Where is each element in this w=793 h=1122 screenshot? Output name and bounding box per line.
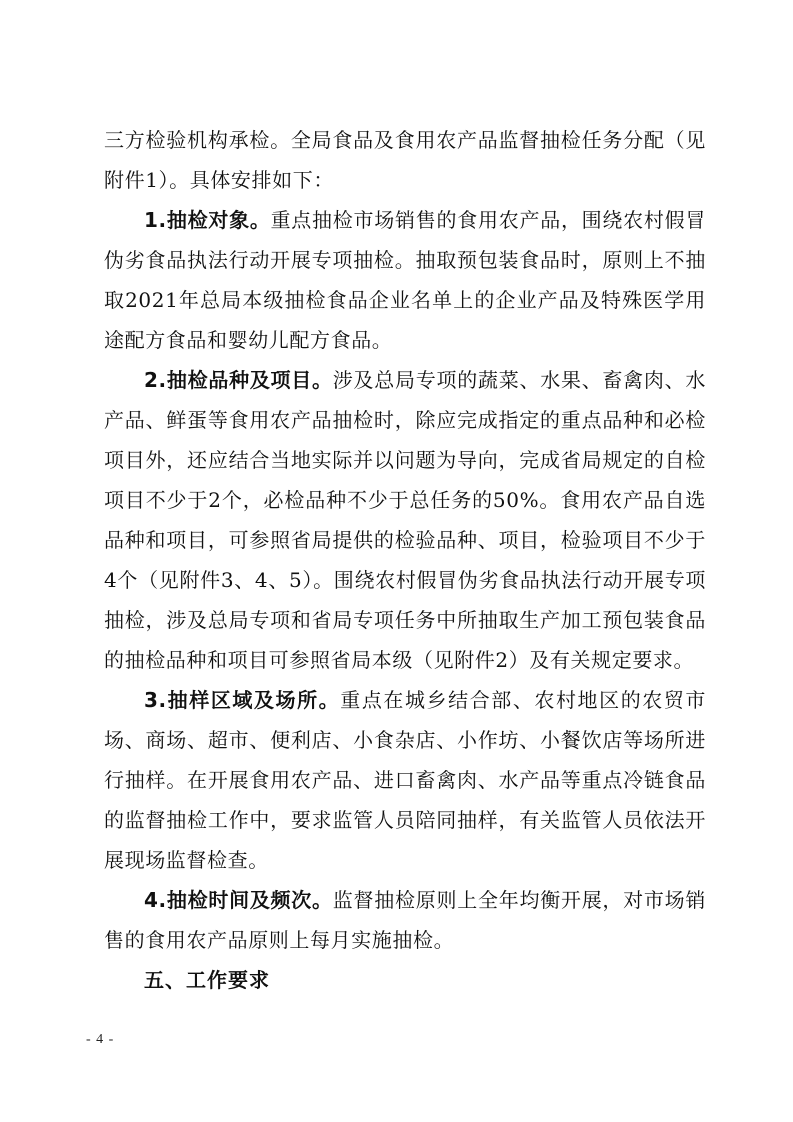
section-2-title: 2.抽检品种及项目。 [144,368,333,392]
section-3-title: 3.抽样区域及场所。 [144,688,341,712]
section-4-paragraph [104,880,706,960]
section-3-body: 重点在城乡结合部、农村地区的农贸市场、商场、超市、便利店、小食杂店、小作坊、小餐饮店等场所进行抽样。在开展食用农产品、进口畜禽肉、水产品等重点冷链食品的监督抽检工作中，要求监管人员陪同抽样，有关监管人员依法开展现场监督检查。 [104,688,707,872]
page-number: - 4 - [86,1032,115,1047]
section-3-paragraph [104,680,706,880]
section-4-title: 4.抽检时间及频次。 [144,888,333,912]
section-1-title: 1.抽检对象。 [144,208,271,232]
section-4-body: 监督抽检原则上全年均衡开展，对市场销售的食用农产品原则上每月实施抽检。 [104,888,706,952]
next-section-heading: 五、工作要求 [144,968,270,992]
section-2-paragraph [104,360,706,680]
intro-paragraph: 三方检验机构承检。全局食品及食用农产品监督抽检任务分配（见附件1）。具体安排如下： [104,128,706,192]
section-1-paragraph [104,200,706,360]
section-2-body: 涉及总局专项的蔬菜、水果、畜禽肉、水产品、鲜蛋等食用农产品抽检时，除应完成指定的重点品种和必检项目外，还应结合当地实际并以问题为导向，完成省局规定的自检项目不少于2个，必检品种不少于总任务的50%。食用农产品自选品种和项目，可参照省局提供的检验品种、项目，检验项目不少于4个（见附件3、4、5）。围绕农村假冒伪劣食品执法行动开展专项抽检，涉及总局专项和省局专项任务中所抽取生产加工预包装食品的抽检品种和项目可参照省局本级（见附件2）及有关规定要求。 [104,368,706,672]
document-body [104,120,706,1000]
section-1-body: 重点抽检市场销售的食用农产品，围绕农村假冒伪劣食品执法行动开展专项抽检。抽取预包装食品时，原则上不抽取2021年总局本级抽检食品企业名单上的企业产品及特殊医学用途配方食品和婴幼儿配方食品。 [104,208,706,352]
